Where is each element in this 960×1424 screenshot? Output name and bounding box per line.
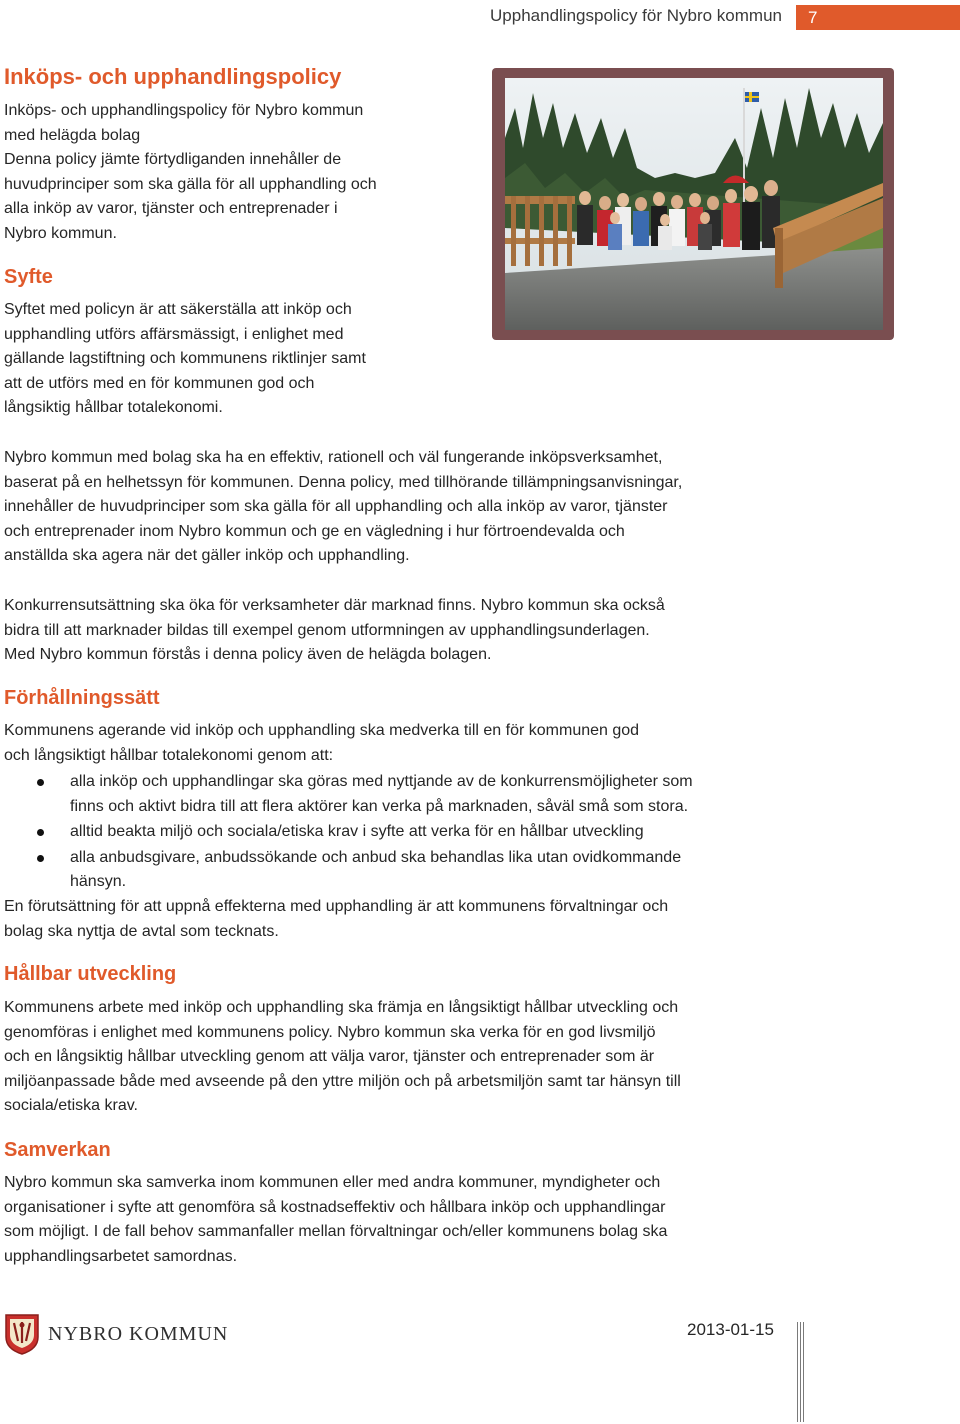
- hallbar-utveckling-paragraph: [4, 996, 804, 1119]
- text-line: bolag ska nyttja de avtal som tecknats.: [4, 922, 279, 940]
- text-line: och en långsiktig hållbar utveckling genom att välja varor, tjänster och entreprenader som är: [4, 1048, 655, 1066]
- text-line: En förutsättning för att uppnå effekterna med upphandling är att kommunens förvaltningar och: [4, 898, 669, 915]
- logo-text: NYBRO KOMMUN: [48, 1322, 229, 1345]
- text-line: innehåller de huvudprinciper som ska gälla för all upphandling och alla inköp av varor, tjänster: [4, 498, 668, 516]
- text-line: gällande lagstiftning och kommunens riktlinjer samt: [4, 350, 366, 368]
- text-line: att de utförs med en för kommunen god och: [4, 374, 315, 392]
- document-date: 2013-01-15: [687, 1320, 774, 1339]
- text-line: miljöanpassade både med avseende på den yttre miljön och på arbetsmiljön samt tar hänsyn till: [4, 1072, 681, 1090]
- forutsattning-paragraph: [4, 895, 804, 944]
- intro-paragraph: [4, 99, 464, 247]
- text-line: Kommunens agerande vid inköp och upphandling ska medverka till en för kommunen god: [4, 722, 640, 739]
- bullet-icon: [37, 855, 44, 862]
- page-title: Inköps- och upphandlingspolicy: [4, 64, 342, 89]
- text-line: och entreprenader inom Nybro kommun och ge en vägledning i hur förtroendevalda och: [4, 522, 625, 540]
- text-line: Syftet med policyn är att säkerställa att inköp och: [4, 301, 352, 318]
- text-line: långsiktig hållbar totalekonomi.: [4, 399, 223, 417]
- text-line: Nybro kommun.: [4, 224, 117, 242]
- text-line: Kommunens arbete med inköp och upphandling ska främja en långsiktigt hållbar utveckling och: [4, 999, 679, 1016]
- coat-of-arms-icon: [4, 1313, 40, 1355]
- text-line: baserat på en helhetssyn för kommunen. Denna policy, med tillhörande tillämpningsanvisningar,: [4, 473, 683, 491]
- syfte-heading: Syfte: [4, 266, 53, 288]
- text-line: upphandlingsarbetet samordnas.: [4, 1247, 238, 1265]
- principles-list: [0, 770, 800, 896]
- paragraph-inkopsverksamhet: [4, 446, 804, 569]
- syfte-paragraph: [4, 298, 464, 421]
- text-line: hänsyn.: [70, 873, 127, 891]
- hallbar-utveckling-heading: Hållbar utveckling: [4, 963, 177, 985]
- nybro-kommun-logo: [4, 1312, 228, 1356]
- text-line: alla inköp av varor, tjänster och entreprenader i: [4, 200, 338, 218]
- list-item: [0, 846, 800, 895]
- bullet-icon: [37, 829, 44, 836]
- text-line: alltid beakta miljö och sociala/etiska krav i syfte att verka för en hållbar utveckling: [70, 823, 644, 841]
- header-title: Upphandlingspolicy för Nybro kommun: [490, 6, 782, 25]
- footer-vertical-rules: [796, 1322, 806, 1422]
- paragraph-konkurrens: [4, 594, 804, 668]
- forhallningssatt-heading: Förhållningssätt: [4, 687, 160, 709]
- text-line: Nybro kommun med bolag ska ha en effektiv, rationell och väl fungerande inköpsverksamhet,: [4, 449, 663, 466]
- text-line: Denna policy jämte förtydliganden innehåller de: [4, 151, 342, 169]
- text-line: och långsiktigt hållbar totalekonomi genom att:: [4, 746, 334, 764]
- forhallningssatt-paragraph: [4, 719, 804, 768]
- samverkan-paragraph: [4, 1171, 804, 1269]
- text-line: anställda ska agera när det gäller inköp och upphandling.: [4, 547, 410, 565]
- text-line: Med Nybro kommun förstås i denna policy även de helägda bolagen.: [4, 646, 492, 664]
- text-line: Inköps- och upphandlingspolicy för Nybro kommun: [4, 102, 364, 119]
- text-line: bidra till att marknader bildas till exempel genom utformningen av upphandlingsunderlagen.: [4, 621, 650, 639]
- bullet-icon: [37, 779, 44, 786]
- text-line: upphandling utförs affärsmässigt, i enlighet med: [4, 325, 344, 343]
- text-line: huvudprinciper som ska gälla för all upphandling och: [4, 175, 377, 193]
- text-line: alla inköp och upphandlingar ska göras med nyttjande av de konkurrensmöjligheter som: [70, 773, 693, 790]
- list-item: [0, 770, 800, 819]
- text-line: som möjligt. I de fall behov sammanfaller mellan förvaltningar och/eller kommunens bolag ska: [4, 1223, 668, 1241]
- text-line: sociala/etiska krav.: [4, 1097, 138, 1115]
- page-number: 7: [796, 5, 960, 30]
- text-line: med helägda bolag: [4, 126, 141, 144]
- text-line: organisationer i syfte att genomföra så kostnadseffektiv och hållbara inköp och upphandlingar: [4, 1198, 666, 1216]
- group-photo: [505, 78, 883, 330]
- text-line: alla anbudsgivare, anbudssökande och anbud ska behandlas lika utan ovidkommande: [70, 848, 682, 866]
- text-line: genomföras i enlighet med kommunens policy. Nybro kommun ska verka för en god livsmiljö: [4, 1023, 656, 1041]
- group-photo-illustration: [505, 78, 883, 330]
- samverkan-heading: Samverkan: [4, 1139, 111, 1161]
- text-line: Konkurrensutsättning ska öka för verksamheter där marknad finns. Nybro kommun ska också: [4, 597, 665, 614]
- list-item: [0, 820, 800, 845]
- text-line: Nybro kommun ska samverka inom kommunen eller med andra kommuner, myndigheter och: [4, 1174, 661, 1191]
- text-line: finns och aktivt bidra till att flera aktörer kan verka på marknaden, såväl små som stora.: [70, 797, 689, 815]
